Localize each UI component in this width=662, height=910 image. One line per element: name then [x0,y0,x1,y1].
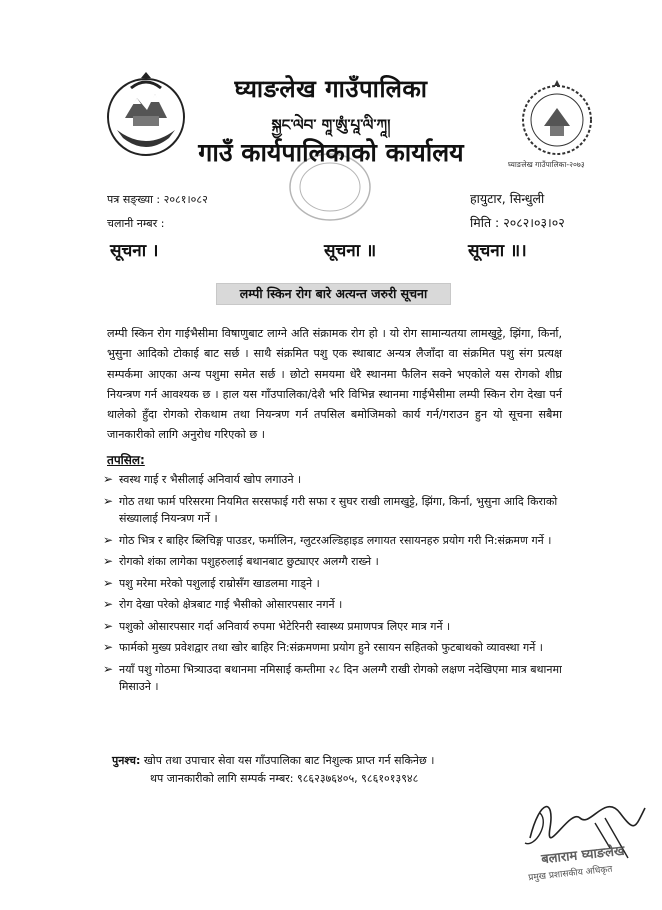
letter-date: मिति : २०८२।०३।०२ [470,215,565,230]
list-item: ➢ गोठ तथा फार्म परिसरमा नियमित सरसफाई गरी सफा र सुघर राखी लामखुट्टे, झिंगा, किर्ना, भुसुना आदि किराको संख्यालाई नियन्त्रण गर्ने । [103,493,558,525]
arrow-bullet-icon: ➢ [103,661,114,676]
municipality-name-tibetan: སྐྱང་ལེབ་ གཱ་ཨུཾ་པཱ་ལི་ཀཱ། [271,116,391,134]
contact-info: थप जानकारीको लागि सम्पर्क नम्बर: ९८६२३७६४०५, ९८६१०१३९४८ [150,772,419,785]
office-address: हायुटार, सिन्धुली [470,191,545,206]
signatory-name: बलाराम घ्याङलेख [540,843,626,868]
list-item: ➢ स्वस्थ गाई र भैसीलाई अनिवार्य खोप लगाउने । [103,471,573,489]
details-heading: तपसिल: [107,453,145,467]
list-item: ➢ नयाँ पशु गोठमा भित्र्याउदा बथानमा नमिसाई कम्तीमा २८ दिन अलग्गै राखी रोगको लक्षण नदेखिएमा मात्र बथानमा मिसाउने । [103,661,562,693]
notice-subject: लम्पी स्किन रोग बारे अत्यन्त जरुरी सूचना [216,283,451,305]
arrow-bullet-icon: ➢ [103,472,114,486]
list-item: ➢ रोगको शंका लागेका पशुहरुलाई बथानबाट छुट्याएर अलग्गै राख्ने । [103,553,573,571]
dispatch-number: चलानी नम्बर : [107,217,165,230]
arrow-bullet-icon: ➢ [103,597,114,611]
municipality-name: घ्याङलेख गाउँपालिका [234,75,428,103]
arrow-bullet-icon: ➢ [103,493,114,508]
postscript: पुनश्च: खोप तथा उपाचार सेवा यस गाँउपालिका बाट निशुल्क प्राप्त गर्न सकिनेछ । [112,754,435,767]
body-paragraph: लम्पी स्किन रोग गाईभैसीमा विषाणुबाट लाग्ने अति संक्रामक रोग हो । यो रोग सामान्यतया लामखुट्टे, झिंगा, किर्ना, भुसुना आदिको टोकाई बाट सर्छ । साथै संक्रमित पशु एक स्थाबाट अन्यत्र लैजाँदा वा संक्रमित पशु संग प्रत्यक्ष सम्पर्कमा आएका अन्य पशुमा समेत सर्छ । छोटो समयमा धेरै स्थानमा फैलिन सक्ने भएकोले यस रोगको शीघ्र नियन्त्रण गर्न आवश्यक छ । हाल यस गाँउपालिका/देशै भरि विभिन्न स्थानमा गाईभैसीमा लम्पी स्किन रोग देखा पर्न थालेको हुँदा रोगको रोकथाम तथा नियन्त्रण गर्न तपसिल बमोजिमको कार्य गर्न/गराउन हुन यो सूचना सबैमा जानकारीको लागि अनुरोध गरिएको छ । [107,327,562,442]
notice-label-3: सूचना ॥। [468,241,527,261]
logo-caption: घ्याङलेख गाउँपालिका-२०७३ [508,160,585,169]
notice-label-2: सूचना ॥ [324,241,377,261]
office-name: गाउँ कार्यपालिकाको कार्यालय [198,138,464,167]
list-item: ➢ फार्मको मुख्य प्रवेशद्वार तथा खोर बाहिर नि:संक्रमणमा प्रयोग हुने रसायन सहितको फुटबाथको व्यावस्था गर्ने । [103,639,573,657]
signatory-title: प्रमुख प्रशासकीय अधिकृत [527,864,613,884]
arrow-bullet-icon: ➢ [103,618,114,633]
arrow-bullet-icon: ➢ [103,532,114,547]
list-item: ➢ गोठ भित्र र बाहिर ब्लिचिङ्ग पाउडर, फर्मालिन, ग्लुटरअल्डिहाइड लगायत रसायनहरु प्रयोग गरी नि:संक्रमण गर्ने । [103,532,573,550]
list-item: ➢ पशु मरेमा मरेको पशुलाई राम्रोसँग खाडलमा गाड्ने । [103,575,573,593]
reference-number: पत्र सङ्ख्या : २०८१।०८२ [107,193,208,206]
details-list [103,471,573,700]
list-item: ➢ रोग देखा परेको क्षेत्रबाट गाई भैसीको ओसारपसार नगर्ने । [103,596,573,614]
list-item: ➢ पशुको ओसारपसार गर्दा अनिवार्य रुपमा भेटेरिनरी स्वास्थ्य प्रमाणपत्र लिएर मात्र गर्ने । [103,618,573,636]
arrow-bullet-icon: ➢ [103,575,114,590]
arrow-bullet-icon: ➢ [103,640,114,654]
notice-label-1: सूचना । [110,241,159,261]
arrow-bullet-icon: ➢ [103,554,114,568]
